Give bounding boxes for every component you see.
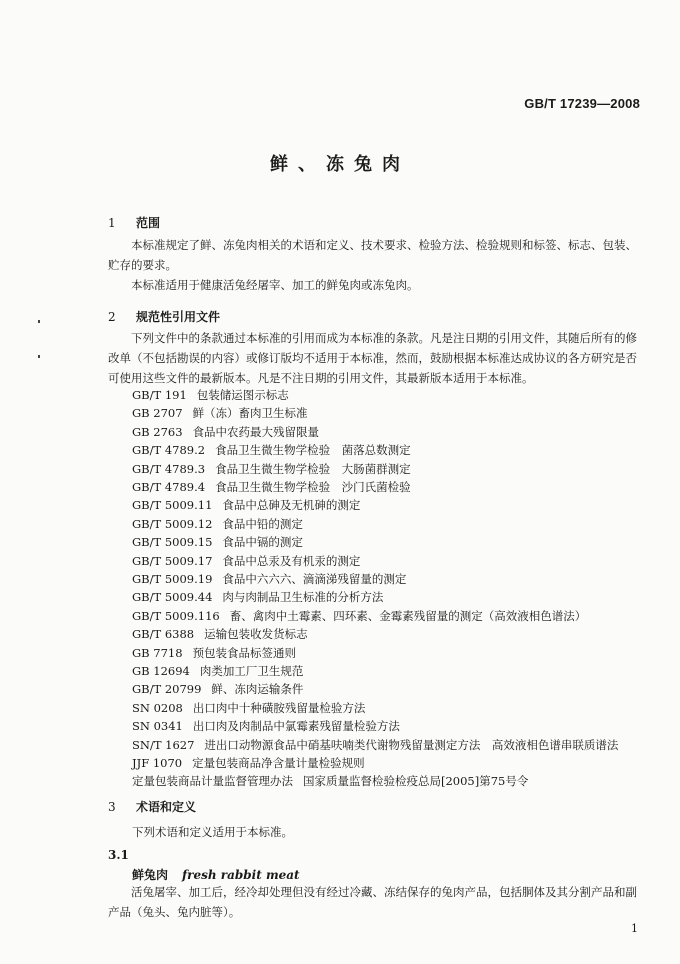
reference-code: SN 0208 (132, 700, 183, 715)
reference-code: GB/T 5009.17 (132, 553, 213, 568)
reference-item (132, 663, 303, 679)
reference-title: 肉与肉制品卫生标准的分析方法 (222, 590, 384, 605)
reference-item (132, 608, 586, 624)
reference-title: 出口肉中十种磺胺残留量检验方法 (192, 700, 366, 715)
reference-title: 预包装食品标签通则 (192, 645, 297, 660)
standard-code: GB/T 17239—2008 (524, 96, 640, 111)
reference-title: 定量包装商品净含量计量检验规则 (192, 756, 365, 770)
reference-title: 食品中总砷及无机砷的测定 (222, 498, 361, 513)
reference-title: 食品中六六六、滴滴涕残留量的测定 (222, 572, 407, 586)
reference-title: 运输包装收发货标志 (204, 627, 308, 642)
reference-code: GB 2707 (132, 406, 183, 421)
reference-item (132, 755, 365, 771)
section-1-paragraph-1: 本标准规定了鲜、冻兔肉相关的术语和定义、技术要求、检验方法、检验规则和标签、标志、包装、贮存的要求。 (108, 238, 637, 272)
document-title: 鲜、冻兔肉 (270, 154, 410, 175)
reference-title: 鲜（冻）畜肉卫生标准 (192, 406, 308, 421)
reference-item (132, 718, 400, 734)
reference-title: 出口肉及肉制品中氯霉素残留量检验方法 (192, 719, 400, 734)
reference-title: 食品中镉的测定 (222, 535, 303, 550)
reference-code: GB/T 20799 (132, 682, 202, 697)
reference-item (132, 405, 308, 421)
reference-item (132, 497, 360, 513)
reference-title: 国家质量监督检验检疫总局[2005]第75号令 (303, 774, 529, 789)
section-3-title: 术语和定义 (136, 800, 197, 814)
reference-title: 鲜、冻肉运输条件 (211, 682, 304, 697)
reference-code: GB/T 5009.15 (132, 535, 213, 550)
page-number: 1 (631, 922, 638, 935)
section-2-title: 规范性引用文件 (136, 310, 221, 324)
reference-title: 食品卫生微生物学检验 沙门氏菌检验 (215, 480, 411, 494)
section-1-heading (108, 214, 160, 231)
term-definition: 活兔屠宰、加工后，经冷却处理但没有经过冷藏、冻结保存的兔肉产品，包括胴体及其分割产品和副产品（兔头、兔内脏等）。 (108, 885, 637, 919)
reference-item (132, 553, 360, 569)
reference-title: 食品卫生微生物学检验 大肠菌群测定 (215, 461, 411, 476)
term-name (132, 866, 300, 883)
reference-item (132, 737, 618, 753)
reference-code: 定量包装商品计量监督管理办法 (132, 774, 293, 789)
reference-item (132, 387, 289, 403)
section-1-number: 1 (108, 216, 116, 230)
reference-code: GB 7718 (132, 645, 183, 660)
section-3-heading (108, 798, 196, 815)
section-1-title: 范围 (136, 216, 161, 230)
reference-item (132, 424, 319, 440)
section-2-heading (108, 308, 220, 325)
reference-code: GB/T 4789.2 (132, 443, 206, 458)
reference-title: 包装储运图示标志 (196, 388, 289, 402)
reference-item (132, 534, 303, 550)
section-1-paragraph-2: 本标准适用于健康活兔经屠宰、加工的鲜兔肉或冻兔肉。 (131, 278, 419, 292)
reference-title: 进出口动物源食品中硝基呋喃类代谢物残留量测定方法 高效液相色谱串联质谱法 (204, 737, 619, 752)
reference-title: 食品卫生微生物学检验 菌落总数测定 (215, 443, 411, 458)
reference-item (132, 442, 411, 458)
reference-title: 食品中铅的测定 (222, 516, 303, 531)
reference-item (132, 626, 308, 642)
scan-mark (38, 355, 40, 358)
term-name-zh: 鲜兔肉 (132, 868, 169, 882)
reference-code: GB 12694 (132, 664, 190, 678)
reference-code: GB/T 5009.19 (132, 572, 213, 586)
section-2-intro: 下列文件中的条款通过本标准的引用而成为本标准的条款。凡是注日期的引用文件，其随后所有的修改单（不包括勘误的内容）或修订版均不适用于本标准，然而，鼓励根据本标准达成协议的各方研究是否可使用这些文件的最新版本。凡是不注日期的引用文件，其最新版本适用于本标准。 (108, 331, 637, 385)
reference-code: GB/T 5009.11 (132, 498, 213, 513)
reference-item (132, 461, 411, 477)
reference-title: 肉类加工厂卫生规范 (199, 664, 304, 678)
reference-code: GB/T 5009.116 (132, 608, 220, 623)
reference-code: JJF 1070 (132, 756, 183, 770)
reference-item (132, 700, 365, 716)
scan-mark (38, 320, 40, 323)
reference-item (132, 645, 296, 661)
reference-item (132, 571, 406, 587)
reference-item (132, 773, 528, 789)
term-name-en: fresh rabbit meat (182, 868, 300, 882)
section-3-number: 3 (108, 800, 116, 814)
reference-item (132, 516, 303, 532)
reference-code: GB/T 4789.4 (132, 480, 206, 494)
reference-title: 畜、禽肉中土霉素、四环素、金霉素残留量的测定（高效液相色谱法） (229, 608, 587, 623)
reference-code: GB/T 5009.12 (132, 516, 213, 531)
reference-item (132, 589, 383, 605)
reference-code: GB 2763 (132, 424, 183, 439)
term-number: 3.1 (108, 848, 129, 862)
reference-code: SN 0341 (132, 719, 183, 734)
reference-title: 食品中农药最大残留限量 (192, 424, 320, 439)
reference-code: GB/T 191 (132, 388, 187, 402)
reference-code: GB/T 6388 (132, 627, 195, 642)
section-2-number: 2 (108, 310, 116, 324)
reference-code: GB/T 4789.3 (132, 461, 206, 476)
reference-title: 食品中总汞及有机汞的测定 (222, 553, 361, 568)
section-3-intro: 下列术语和定义适用于本标准。 (132, 825, 293, 839)
reference-code: GB/T 5009.44 (132, 590, 213, 605)
reference-code: SN/T 1627 (132, 737, 195, 752)
reference-item (132, 479, 411, 495)
reference-item (132, 681, 303, 697)
